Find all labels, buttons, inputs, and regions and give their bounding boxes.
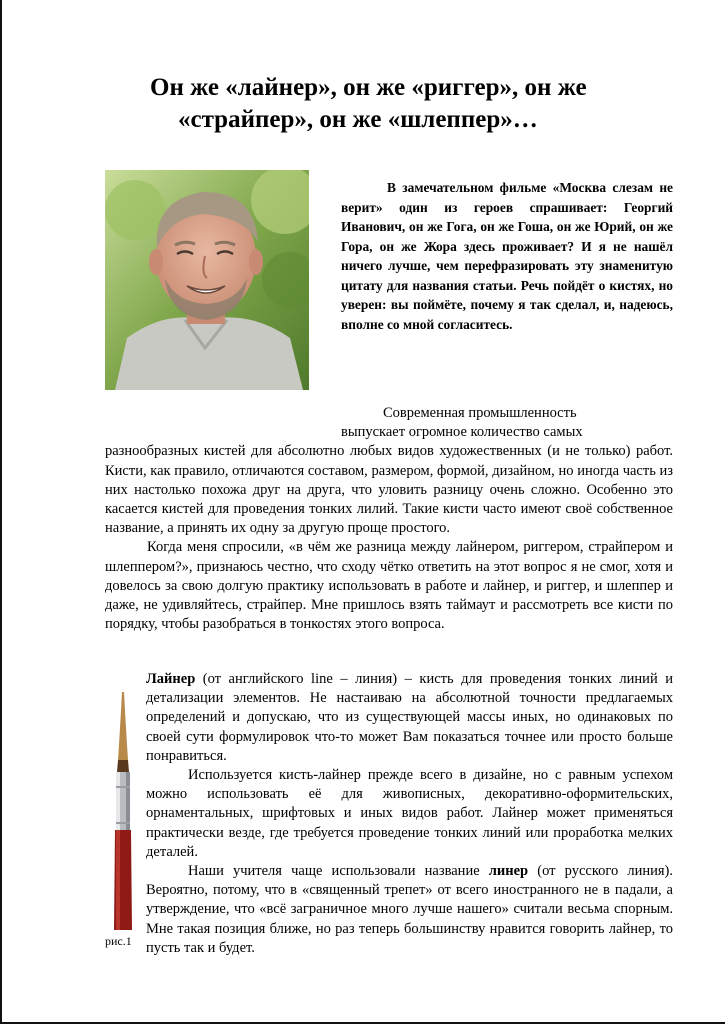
title-line-2: «страйпер», он же «шлеппер»… bbox=[178, 106, 538, 133]
liner-paragraph-3-start: Наши учителя чаще использовали название bbox=[188, 863, 489, 880]
article-body bbox=[105, 404, 673, 634]
liner-section bbox=[146, 670, 673, 958]
liner-paragraph-1-text: (от английского line – линия) – кисть для проведения тонких линий и детализации элементов. Не настаиваю на абсолютной точности предлагаемых определений и допускаю, что из существующей массы иных, но одинаковых по своей сути формулировок что-то может Вам показаться точнее или просто больше понравиться. bbox=[146, 671, 673, 764]
title-line-1: Он же «лайнер», он же «риггер», он же bbox=[150, 74, 587, 101]
intro-paragraph bbox=[341, 178, 673, 334]
liner-paragraph-1 bbox=[146, 670, 673, 766]
liner-paragraph-3-end: (от русского линия). Вероятно, потому, что в «священный трепет» от всего иностранного не в падали, а утверждение, что «всё заграничное много лучше нашего» считали весьма спорным. Мне такая позиция ближе, но раз теперь большинству нравится говорить лайнер, то пусть так и будет. bbox=[146, 863, 673, 956]
paragraph-1-rest: разнообразных кистей для абсолютно любых видов художественных (и не только) работ. Кисти, как правило, отличаются составом, размером, формой, дизайном, но иногда часть из них настолько похожа друг на друга, что уловить разницу очень сложно. Особенно это касается кистей для проведения тонких лилий. Такие кисти часто имеют своё собственное название, а принять их одну за другую проще простого. bbox=[105, 443, 673, 537]
liner-paragraph-3 bbox=[146, 862, 673, 958]
liner-paragraph-2: Используется кисть-лайнер прежде всего в дизайне, но с равным успехом можно использовать её для живописных, декоративно-оформительских, орнаментальных, шрифтовых и иных видов работ. Лайнер может применяться практически везде, где требуется проведение тонких линий или проработка мелких деталей. bbox=[146, 767, 673, 860]
article-title bbox=[150, 72, 680, 136]
author-photo bbox=[105, 170, 309, 390]
intro-text: В замечательном фильме «Москва слезам не верит» один из героев спрашивает: Георгий Иванович, он же Гога, он же Гоша, он же Юрий, он же Гора, он же Жора здесь проживает? И я не нашёл ничего лучше, чем перефразировать эту знаменитую цитату для названия статьи. Речь пойдёт о кистях, но уверен: вы поймёте, почему я так сделал, и, надеюсь, вполне со мной согласитесь. bbox=[341, 180, 673, 332]
liner-term: Лайнер bbox=[146, 671, 196, 687]
paragraph-1-line-a: Современная промышленность bbox=[383, 405, 577, 421]
liner-brush-illustration bbox=[105, 690, 141, 960]
figure-caption: рис.1 bbox=[105, 934, 132, 948]
page-left-border bbox=[0, 0, 2, 1024]
paragraph-1-line-b: выпускает огромное количество самых bbox=[341, 424, 583, 441]
paragraph-2: Когда меня спросили, «в чём же разница между лайнером, риггером, страйпером и шлеппером?», признаюсь честно, что сходу чётко ответить на этот вопрос я не смог, хотя и довелось за свою долгую практику использовать в работе и лайнер, и риггер, и шлеппер и даже, не удивляйтесь, страйпер. Мне пришлось взять таймаут и рассмотреть все кисти по порядку, чтобы разобраться в тонкостях этого вопроса. bbox=[105, 539, 673, 633]
liner-russian-term: линер bbox=[488, 863, 529, 880]
